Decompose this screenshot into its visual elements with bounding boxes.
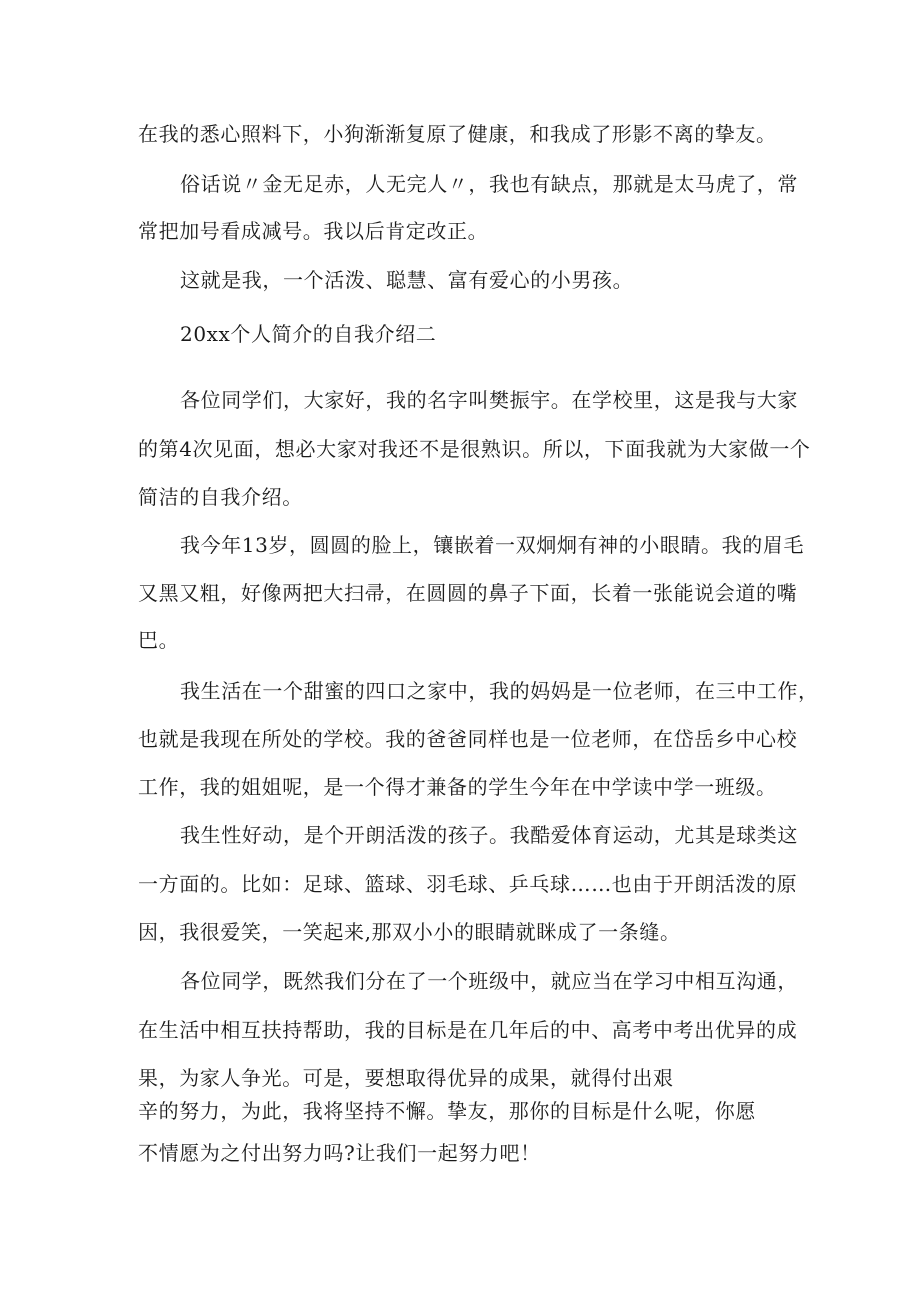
- paragraph-line: 因，我很爱笑，一笑起来,那双小小的眼睛就眯成了一条缝。: [138, 920, 681, 944]
- paragraph-line: 工作，我的姐姐呢，是一个得才兼备的学生今年在中学读中学一班级。: [138, 775, 777, 799]
- paragraph-line: 俗话说〃金无足赤，人无完人〃，我也有缺点，那就是太马虎了，常: [180, 172, 798, 196]
- paragraph-line: 不情愿为之付出努力吗?让我们一起努力吧！: [138, 1141, 541, 1165]
- section-heading: 20xx个人简介的自我介绍二: [180, 322, 437, 346]
- paragraph-line: 我生性好动，是个开朗活泼的孩子。我酷爱体育运动，尤其是球类这: [180, 823, 798, 847]
- paragraph-line: 简洁的自我介绍。: [138, 485, 303, 509]
- paragraph-line: 也就是我现在所处的学校。我的爸爸同样也是一位老师，在岱岳乡中心校: [138, 727, 798, 751]
- paragraph-line: 我今年13岁，圆圆的脸上，镶嵌着一双炯炯有神的小眼睛。我的眉毛: [180, 533, 805, 557]
- paragraph-line: 这就是我，一个活泼、聪慧、富有爱心的小男孩。: [180, 268, 634, 292]
- paragraph-line: 常把加号看成减号。我以后肯定改正。: [138, 219, 489, 243]
- paragraph-line: 一方面的。比如：足球、篮球、羽毛球、乒乓球……也由于开朗活泼的原: [138, 872, 798, 896]
- paragraph-line: 的第4次见面，想必大家对我还不是很熟识。所以，下面我就为大家做一个: [138, 437, 811, 461]
- paragraph-line: 我生活在一个甜蜜的四口之家中，我的妈妈是一位老师，在三中工作，: [180, 679, 819, 703]
- paragraph-line: 辛的努力，为此，我将坚持不懈。挚友，那你的目标是什么呢，你愿: [138, 1099, 756, 1123]
- paragraph-line: 在生活中相互扶持帮助，我的目标是在几年后的中、高考中考出优异的成: [138, 1018, 798, 1042]
- paragraph-line: 在我的悉心照料下，小狗渐渐复原了健康，和我成了形影不离的挚友。: [138, 122, 777, 146]
- paragraph-line: 各位同学，既然我们分在了一个班级中，就应当在学习中相互沟通，: [180, 969, 798, 993]
- paragraph-line: 各位同学们，大家好，我的名字叫樊振宇。在学校里，这是我与大家: [180, 388, 798, 412]
- paragraph-line: 果，为家人争光。可是，要想取得优异的成果，就得付出艰: [138, 1066, 674, 1090]
- paragraph-line: 巴。: [138, 628, 180, 652]
- paragraph-line: 又黑又粗，好像两把大扫帚，在圆圆的鼻子下面，长着一张能说会道的嘴: [138, 581, 798, 605]
